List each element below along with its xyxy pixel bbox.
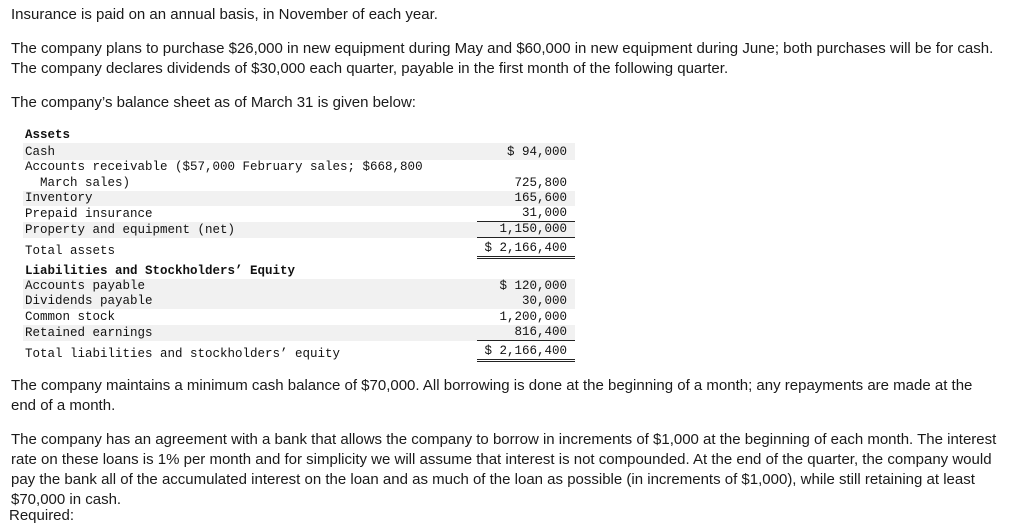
prepaid-label: Prepaid insurance — [25, 206, 153, 221]
cash-label: Cash — [25, 144, 56, 159]
ar-label-line1: Accounts receivable ($57,000 February sales; $668,800 — [25, 159, 423, 174]
balance-sheet-table — [23, 128, 575, 362]
inventory-row — [23, 191, 575, 206]
accounts-payable-row — [23, 279, 575, 294]
total-assets-row — [23, 238, 575, 259]
accounts-payable-label: Accounts payable — [25, 278, 146, 293]
ar-value: 725,800 — [514, 175, 567, 190]
insurance-paragraph: Insurance is paid on an annual basis, in November of each year. — [11, 6, 438, 23]
dividends-payable-label: Dividends payable — [25, 293, 153, 308]
common-stock-value: 1,200,000 — [499, 309, 567, 324]
ppe-row — [23, 222, 575, 238]
total-le-row — [23, 341, 575, 362]
inventory-label: Inventory — [25, 190, 93, 205]
total-le-value: $ 2,166,400 — [477, 344, 575, 363]
ar-row — [23, 175, 575, 191]
minimum-cash-paragraph: The company maintains a minimum cash balance of $70,000. All borrowing is done at the beginning of a month; any repayments are made at the end of a month. — [11, 377, 973, 414]
assets-heading-row — [23, 128, 575, 143]
cutoff-heading-text: Required: — [9, 507, 75, 524]
total-assets-label: Total assets — [25, 243, 116, 258]
total-assets-value: $ 2,166,400 — [477, 241, 575, 260]
assets-heading: Assets — [25, 127, 71, 142]
retained-earnings-row — [23, 325, 575, 341]
liabilities-heading: Liabilities and Stockholders’ Equity — [25, 263, 296, 278]
liabilities-heading-row — [23, 262, 575, 279]
ppe-value: 1,150,000 — [477, 222, 575, 239]
total-le-label: Total liabilities and stockholders’ equity — [25, 346, 341, 361]
dividends-payable-row — [23, 294, 575, 309]
ppe-label: Property and equipment (net) — [25, 222, 236, 237]
inventory-value: 165,600 — [514, 190, 567, 205]
retained-earnings-label: Retained earnings — [25, 325, 153, 340]
dividends-payable-value: 30,000 — [521, 293, 567, 308]
prepaid-value: 31,000 — [477, 206, 575, 223]
cash-value: $ 94,000 — [506, 144, 567, 159]
accounts-payable-value: $ 120,000 — [499, 278, 567, 293]
ar-row-1 — [23, 160, 575, 175]
equipment-dividends-paragraph: The company plans to purchase $26,000 in new equipment during May and $60,000 in new equipment during June; both purchases will be for cash. The company declares dividends of $30,000 each quarter, payable in the first month of the following quarter. — [11, 40, 994, 77]
common-stock-label: Common stock — [25, 309, 116, 324]
common-stock-row — [23, 309, 575, 325]
retained-earnings-value: 816,400 — [477, 325, 575, 342]
balance-sheet-intro: The company’s balance sheet as of March 31 is given below: — [11, 94, 416, 111]
cash-row — [23, 143, 575, 160]
prepaid-row — [23, 206, 575, 222]
bank-agreement-paragraph: The company has an agreement with a bank that allows the company to borrow in increments of $1,000 at the beginning of each month. The interest rate on these loans is 1% per month and for simplicity we will assume that interest is not compounded. At the end of the quarter, the company would pay the bank all of the accumulated interest on the loan and as much of the loan as possible (in increments of $1,000), while still retaining at least $70,000 in cash. — [11, 431, 997, 508]
ar-label-line2: March sales) — [40, 175, 131, 190]
cutoff-heading — [9, 507, 89, 525]
